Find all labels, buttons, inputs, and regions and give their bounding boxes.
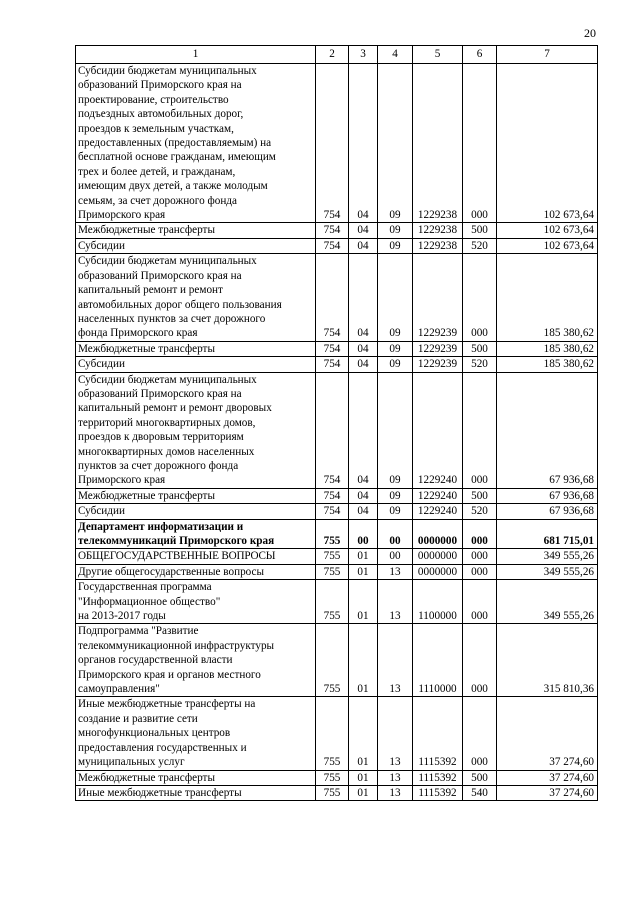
- row-amount-cell: 349 555,26: [497, 564, 598, 579]
- row-name-cell: ОБЩЕГОСУДАРСТВЕННЫЕ ВОПРОСЫ: [76, 549, 316, 564]
- row-expense-type-cell: 520: [463, 357, 497, 372]
- row-amount-cell: 185 380,62: [497, 254, 598, 341]
- row-subsection-cell: 13: [378, 624, 413, 697]
- row-expense-type-cell: 000: [463, 519, 497, 549]
- row-target-article-cell: 1115392: [413, 697, 463, 770]
- row-amount-cell: 67 936,68: [497, 488, 598, 503]
- row-expense-type-cell: 540: [463, 785, 497, 800]
- row-admin-code-cell: 755: [316, 770, 349, 785]
- header-col-3: 3: [349, 46, 378, 64]
- row-section-cell: 01: [349, 624, 378, 697]
- row-expense-type-cell: 000: [463, 624, 497, 697]
- header-col-1: 1: [76, 46, 316, 64]
- table-row: [76, 341, 598, 356]
- row-expense-type-cell: 000: [463, 254, 497, 341]
- table-row: [76, 357, 598, 372]
- table-row: [76, 770, 598, 785]
- row-name-cell: Подпрограмма "Развитие телекоммуникационной инфраструктуры органов государственной власти Приморского края и органов местного самоуправления": [76, 624, 316, 697]
- row-subsection-cell: 09: [378, 223, 413, 238]
- row-section-cell: 01: [349, 564, 378, 579]
- header-row: [76, 46, 598, 64]
- row-admin-code-cell: 755: [316, 697, 349, 770]
- table-row: [76, 238, 598, 253]
- table-row: [76, 372, 598, 488]
- row-subsection-cell: 09: [378, 238, 413, 253]
- row-name-cell: Субсидии бюджетам муниципальных образований Приморского края на проектирование, строительство подъездных автомобильных дорог, проездов к земельным участкам, предоставленных (предоставляемым) на бесплатной основе гражданам, имеющим трех и более детей, и гражданам, имеющим двух детей, а также молодым семьям, за счет дорожного фонда Приморского края: [76, 64, 316, 223]
- row-section-cell: 01: [349, 785, 378, 800]
- header-col-2: 2: [316, 46, 349, 64]
- row-admin-code-cell: 754: [316, 254, 349, 341]
- budget-table: [75, 45, 598, 801]
- row-name-cell: Другие общегосударственные вопросы: [76, 564, 316, 579]
- table-row: [76, 785, 598, 800]
- row-subsection-cell: 13: [378, 564, 413, 579]
- row-amount-cell: 185 380,62: [497, 357, 598, 372]
- row-target-article-cell: 1229240: [413, 504, 463, 519]
- row-subsection-cell: 09: [378, 254, 413, 341]
- row-section-cell: 01: [349, 549, 378, 564]
- table-row: [76, 254, 598, 341]
- row-expense-type-cell: 000: [463, 372, 497, 488]
- header-col-6: 6: [463, 46, 497, 64]
- row-name-cell: Субсидии: [76, 504, 316, 519]
- row-subsection-cell: 09: [378, 341, 413, 356]
- row-subsection-cell: 00: [378, 519, 413, 549]
- row-section-cell: 01: [349, 770, 378, 785]
- row-admin-code-cell: 755: [316, 549, 349, 564]
- row-target-article-cell: 1229239: [413, 254, 463, 341]
- table-row: [76, 519, 598, 549]
- row-target-article-cell: 0000000: [413, 549, 463, 564]
- row-subsection-cell: 09: [378, 372, 413, 488]
- row-target-article-cell: 1229238: [413, 64, 463, 223]
- row-target-article-cell: 0000000: [413, 519, 463, 549]
- row-name-cell: Государственная программа "Информационное общество" на 2013-2017 годы: [76, 580, 316, 624]
- row-admin-code-cell: 755: [316, 785, 349, 800]
- row-expense-type-cell: 520: [463, 504, 497, 519]
- header-col-7: 7: [497, 46, 598, 64]
- row-subsection-cell: 09: [378, 488, 413, 503]
- row-admin-code-cell: 754: [316, 64, 349, 223]
- table-row: [76, 624, 598, 697]
- table-body: [76, 64, 598, 801]
- row-target-article-cell: 0000000: [413, 564, 463, 579]
- row-expense-type-cell: 500: [463, 770, 497, 785]
- row-subsection-cell: 13: [378, 697, 413, 770]
- row-amount-cell: 315 810,36: [497, 624, 598, 697]
- row-name-cell: Субсидии бюджетам муниципальных образований Приморского края на капитальный ремонт и ремонт автомобильных дорог общего пользования населенных пунктов за счет дорожного фонда Приморского края: [76, 254, 316, 341]
- row-amount-cell: 102 673,64: [497, 223, 598, 238]
- row-name-cell: Иные межбюджетные трансферты: [76, 785, 316, 800]
- row-name-cell: Межбюджетные трансферты: [76, 223, 316, 238]
- table-row: [76, 488, 598, 503]
- table-row: [76, 223, 598, 238]
- table-row: [76, 564, 598, 579]
- row-target-article-cell: 1229239: [413, 357, 463, 372]
- row-name-cell: Субсидии: [76, 238, 316, 253]
- row-amount-cell: 37 274,60: [497, 770, 598, 785]
- row-section-cell: 01: [349, 580, 378, 624]
- row-target-article-cell: 1229238: [413, 238, 463, 253]
- row-section-cell: 04: [349, 357, 378, 372]
- row-amount-cell: 67 936,68: [497, 504, 598, 519]
- row-amount-cell: 37 274,60: [497, 697, 598, 770]
- row-expense-type-cell: 000: [463, 697, 497, 770]
- row-target-article-cell: 1229238: [413, 223, 463, 238]
- row-amount-cell: 681 715,01: [497, 519, 598, 549]
- row-admin-code-cell: 755: [316, 519, 349, 549]
- table-row: [76, 580, 598, 624]
- row-section-cell: 04: [349, 223, 378, 238]
- row-subsection-cell: 13: [378, 580, 413, 624]
- row-subsection-cell: 09: [378, 357, 413, 372]
- row-name-cell: Иные межбюджетные трансферты на создание и развитие сети многофункциональных центров предоставления государственных и муниципальных услуг: [76, 697, 316, 770]
- row-section-cell: 04: [349, 64, 378, 223]
- row-target-article-cell: 1115392: [413, 785, 463, 800]
- table-row: [76, 697, 598, 770]
- row-admin-code-cell: 755: [316, 624, 349, 697]
- row-name-cell: Субсидии: [76, 357, 316, 372]
- row-expense-type-cell: 520: [463, 238, 497, 253]
- row-target-article-cell: 1115392: [413, 770, 463, 785]
- row-amount-cell: 102 673,64: [497, 64, 598, 223]
- row-admin-code-cell: 754: [316, 357, 349, 372]
- row-section-cell: 04: [349, 372, 378, 488]
- row-amount-cell: 67 936,68: [497, 372, 598, 488]
- row-section-cell: 00: [349, 519, 378, 549]
- row-target-article-cell: 1229240: [413, 372, 463, 488]
- row-name-cell: Межбюджетные трансферты: [76, 770, 316, 785]
- row-section-cell: 04: [349, 488, 378, 503]
- header-col-4: 4: [378, 46, 413, 64]
- table-row: [76, 549, 598, 564]
- row-name-cell: Департамент информатизации и телекоммуникаций Приморского края: [76, 519, 316, 549]
- row-target-article-cell: 1100000: [413, 580, 463, 624]
- row-amount-cell: 185 380,62: [497, 341, 598, 356]
- row-subsection-cell: 00: [378, 549, 413, 564]
- row-subsection-cell: 09: [378, 504, 413, 519]
- row-section-cell: 01: [349, 697, 378, 770]
- page-number: 20: [584, 26, 596, 40]
- row-section-cell: 04: [349, 341, 378, 356]
- row-expense-type-cell: 000: [463, 549, 497, 564]
- row-amount-cell: 349 555,26: [497, 580, 598, 624]
- row-admin-code-cell: 755: [316, 580, 349, 624]
- row-section-cell: 04: [349, 254, 378, 341]
- row-amount-cell: 102 673,64: [497, 238, 598, 253]
- row-section-cell: 04: [349, 504, 378, 519]
- row-target-article-cell: 1229239: [413, 341, 463, 356]
- row-admin-code-cell: 755: [316, 564, 349, 579]
- row-expense-type-cell: 500: [463, 488, 497, 503]
- header-col-5: 5: [413, 46, 463, 64]
- row-name-cell: Субсидии бюджетам муниципальных образований Приморского края на капитальный ремонт и ремонт дворовых территорий многоквартирных домов, проездов к дворовым территориям многоквартирных домов населенных пунктов за счет дорожного фонда Приморского края: [76, 372, 316, 488]
- row-admin-code-cell: 754: [316, 238, 349, 253]
- row-expense-type-cell: 500: [463, 223, 497, 238]
- row-subsection-cell: 13: [378, 770, 413, 785]
- row-admin-code-cell: 754: [316, 504, 349, 519]
- row-target-article-cell: 1229240: [413, 488, 463, 503]
- row-amount-cell: 349 555,26: [497, 549, 598, 564]
- row-amount-cell: 37 274,60: [497, 785, 598, 800]
- row-subsection-cell: 09: [378, 64, 413, 223]
- row-admin-code-cell: 754: [316, 223, 349, 238]
- row-target-article-cell: 1110000: [413, 624, 463, 697]
- row-name-cell: Межбюджетные трансферты: [76, 488, 316, 503]
- row-expense-type-cell: 000: [463, 564, 497, 579]
- row-admin-code-cell: 754: [316, 341, 349, 356]
- row-section-cell: 04: [349, 238, 378, 253]
- row-expense-type-cell: 500: [463, 341, 497, 356]
- row-admin-code-cell: 754: [316, 488, 349, 503]
- table-row: [76, 504, 598, 519]
- table-row: [76, 64, 598, 223]
- row-subsection-cell: 13: [378, 785, 413, 800]
- row-expense-type-cell: 000: [463, 580, 497, 624]
- row-admin-code-cell: 754: [316, 372, 349, 488]
- row-expense-type-cell: 000: [463, 64, 497, 223]
- row-name-cell: Межбюджетные трансферты: [76, 341, 316, 356]
